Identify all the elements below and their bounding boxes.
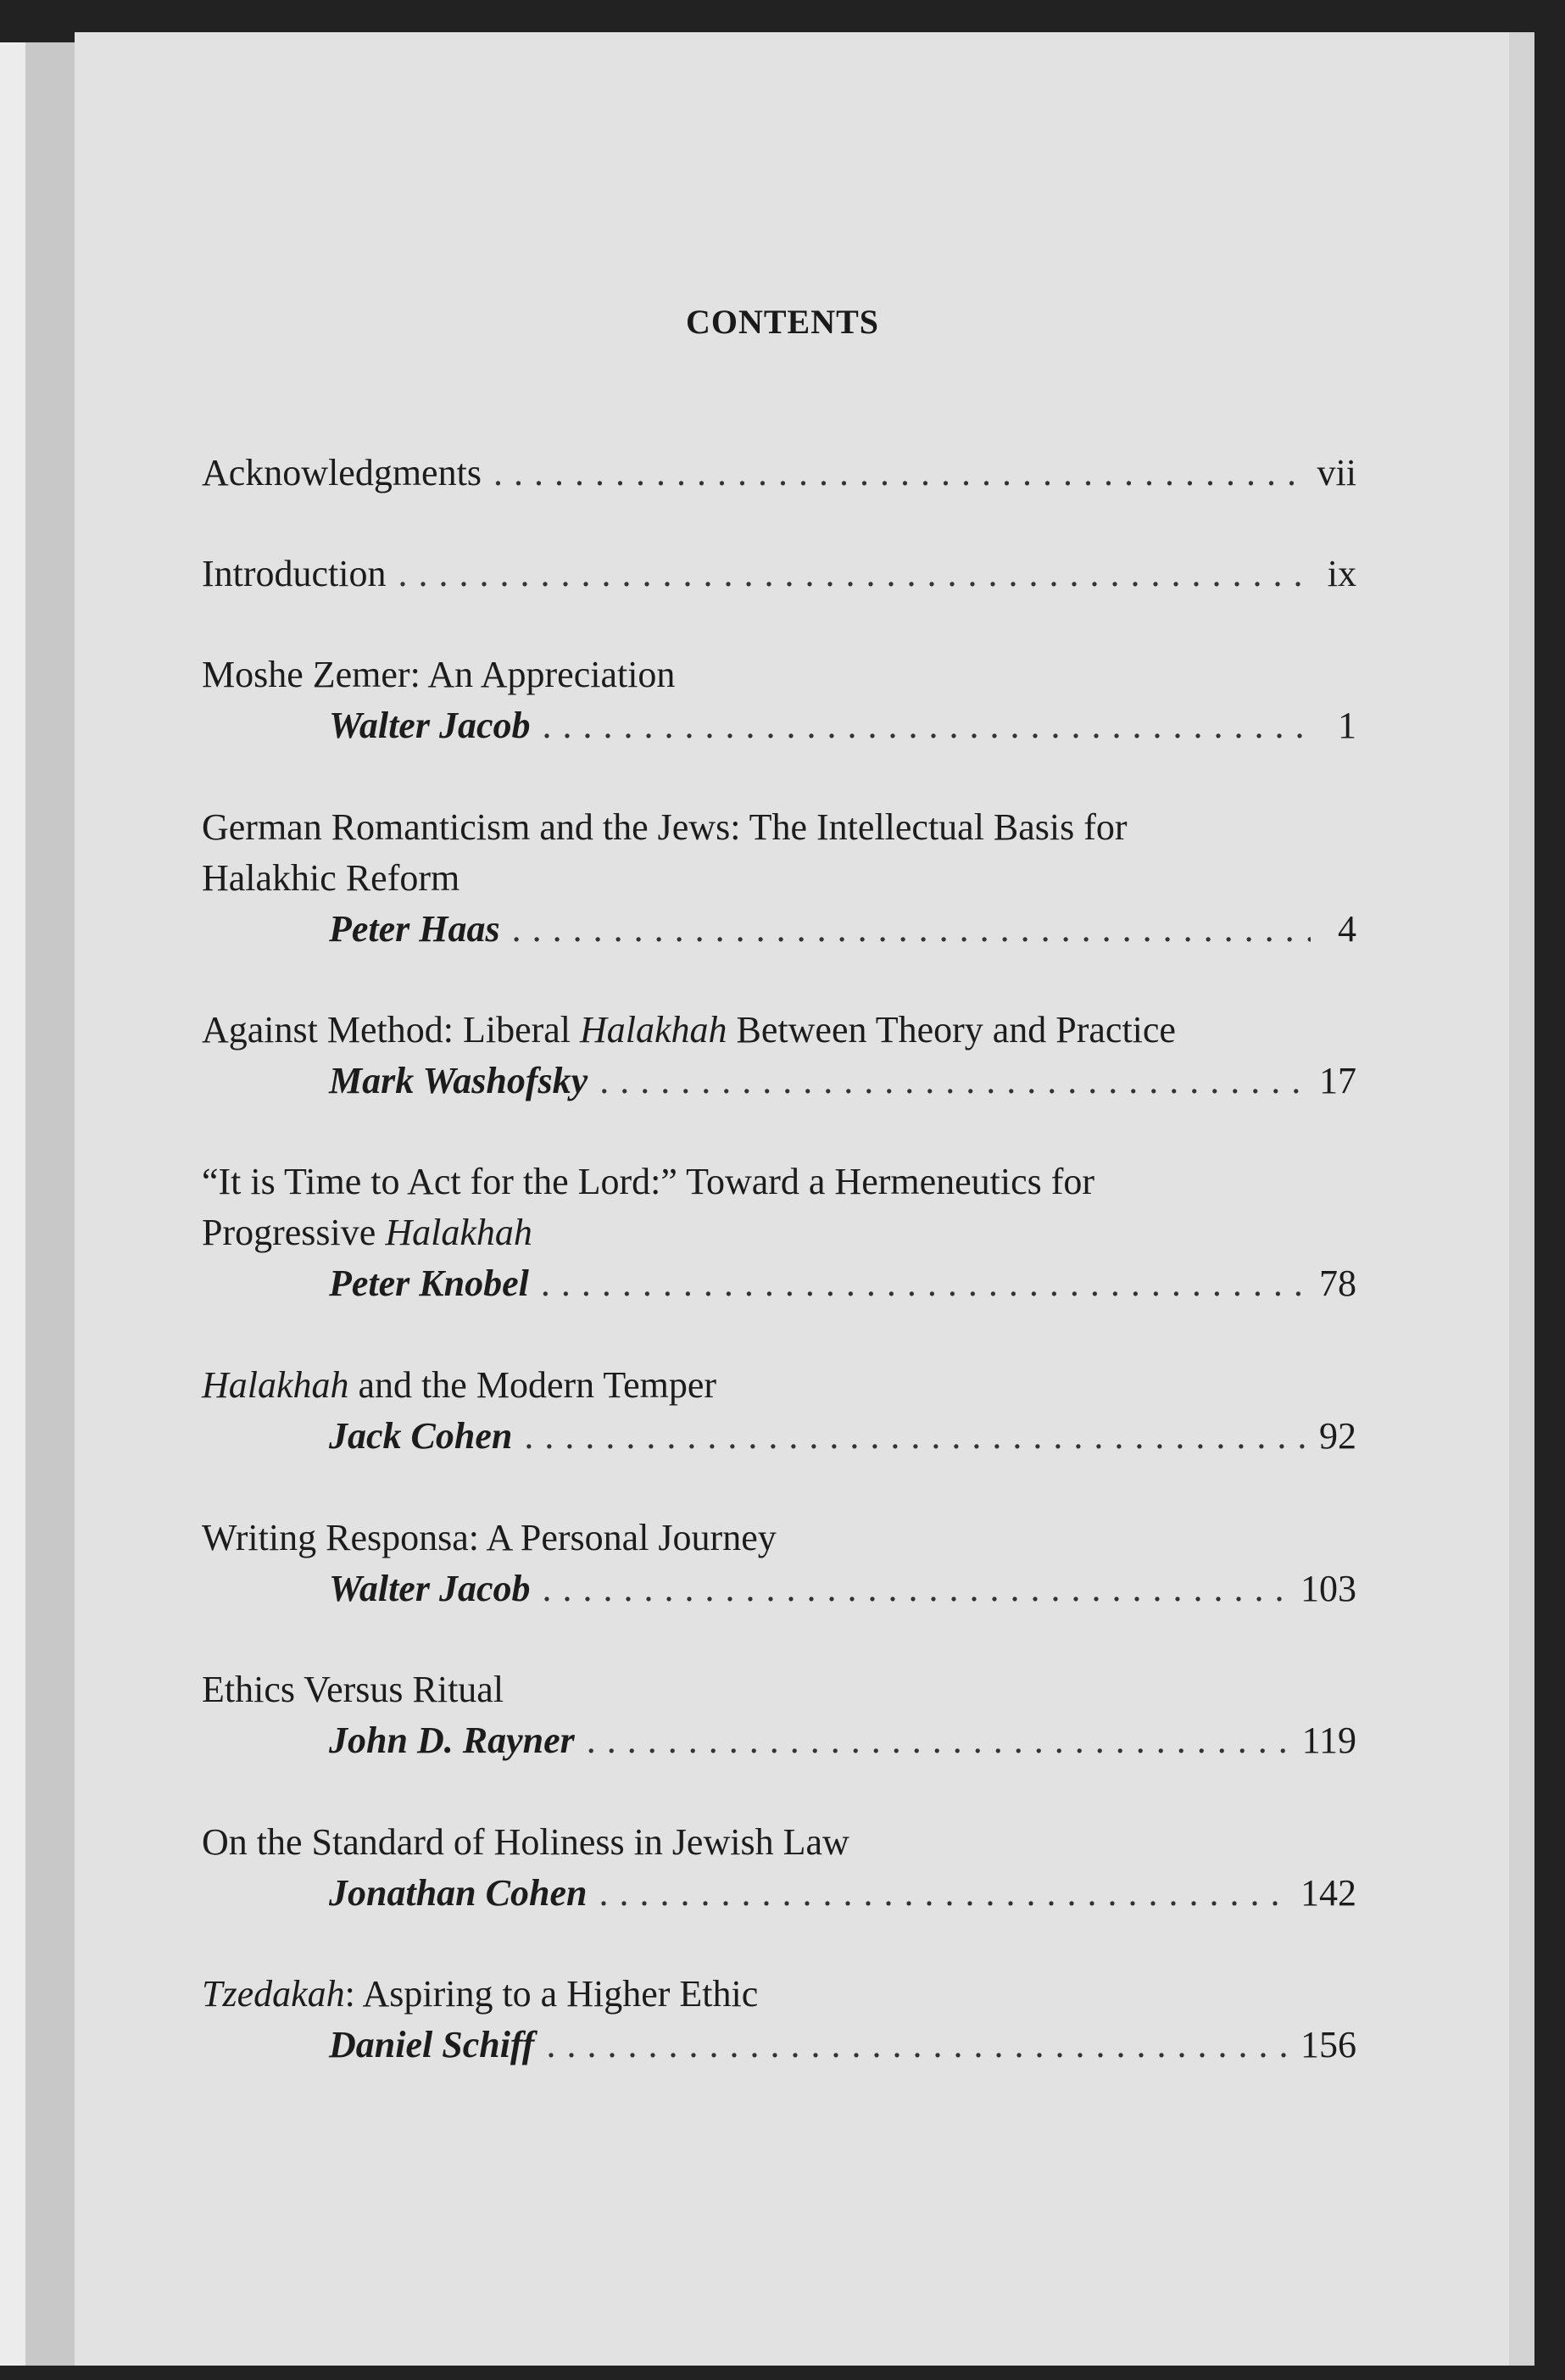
dot-leader <box>524 1411 1307 1462</box>
entry-title: On the Standard of Holiness in Jewish Law <box>202 1821 849 1863</box>
entry-title: Introduction <box>202 553 387 594</box>
page-number: vii <box>1317 452 1356 493</box>
page-number: 92 <box>1319 1415 1356 1457</box>
page-number: ix <box>1327 553 1356 594</box>
toc-entry-moshe-zemer[interactable] <box>202 649 1356 751</box>
entry-title: Acknowledgments <box>202 452 482 493</box>
page-number: 119 <box>1301 1720 1356 1761</box>
dot-leader <box>543 700 1312 751</box>
entry-author: Walter Jacob <box>329 1568 531 1609</box>
entry-title: Moshe Zemer: An Appreciation <box>202 654 676 695</box>
dot-leader <box>587 1715 1290 1766</box>
toc-entry-tzedakah[interactable] <box>202 1969 1356 2071</box>
entry-author: John D. Rayner <box>329 1720 575 1761</box>
page-number: 103 <box>1300 1568 1356 1609</box>
page-number: 1 <box>1338 705 1356 746</box>
toc-entry-against-method[interactable] <box>202 1005 1356 1106</box>
dot-leader <box>541 1258 1307 1309</box>
entry-title-line-1: German Romanticism and the Jews: The Intellectual Basis for <box>202 806 1128 848</box>
entry-author: Mark Washofsky <box>329 1060 588 1101</box>
page-number: 17 <box>1319 1060 1356 1101</box>
entry-author: Walter Jacob <box>329 705 531 746</box>
entry-title: Tzedakah: Aspiring to a Higher Ethic <box>202 1973 759 2015</box>
entry-title-line-2: Progressive Halakhah <box>202 1212 532 1253</box>
entry-author: Daniel Schiff <box>329 2024 535 2065</box>
entry-author: Peter Haas <box>329 908 500 950</box>
dot-leader <box>546 2020 1289 2071</box>
entry-author: Jack Cohen <box>329 1415 513 1457</box>
page-number: 4 <box>1338 908 1356 950</box>
entry-title: Halakhah and the Modern Temper <box>202 1364 717 1406</box>
page-number: 156 <box>1300 2024 1356 2065</box>
toc-entry-german-romanticism[interactable] <box>202 802 1356 955</box>
entry-title: Ethics Versus Ritual <box>202 1669 504 1710</box>
entry-author: Peter Knobel <box>329 1262 529 1304</box>
page-number: 78 <box>1319 1262 1356 1304</box>
toc-entry-time-to-act[interactable] <box>202 1157 1356 1309</box>
toc-entry-standard-of-holiness[interactable] <box>202 1817 1356 1919</box>
entry-title-line-2: Halakhic Reform <box>202 857 460 899</box>
toc-entry-ethics-versus-ritual[interactable] <box>202 1664 1356 1766</box>
page-right-edge <box>1509 32 1534 2366</box>
page-title: CONTENTS <box>685 303 880 341</box>
dot-leader <box>599 1056 1307 1106</box>
toc-entry-modern-temper[interactable] <box>202 1360 1356 1462</box>
dot-leader <box>512 904 1311 955</box>
page-number: 142 <box>1300 1872 1356 1914</box>
entry-title: Writing Responsa: A Personal Journey <box>202 1517 777 1558</box>
toc-entry-acknowledgments[interactable] <box>202 448 1356 499</box>
facing-page-highlight <box>0 42 25 2366</box>
dot-leader <box>493 448 1306 499</box>
entry-title: Against Method: Liberal Halakhah Between Theory and Practice <box>202 1009 1176 1051</box>
dot-leader <box>599 1868 1289 1919</box>
entry-title-line-1: “It is Time to Act for the Lord:” Toward a Hermeneutics for <box>202 1161 1095 1202</box>
dot-leader <box>543 1563 1289 1614</box>
toc-entry-writing-responsa[interactable] <box>202 1513 1356 1614</box>
dot-leader <box>398 549 1311 599</box>
toc-entry-introduction[interactable] <box>202 549 1356 599</box>
entry-author: Jonathan Cohen <box>329 1872 588 1914</box>
